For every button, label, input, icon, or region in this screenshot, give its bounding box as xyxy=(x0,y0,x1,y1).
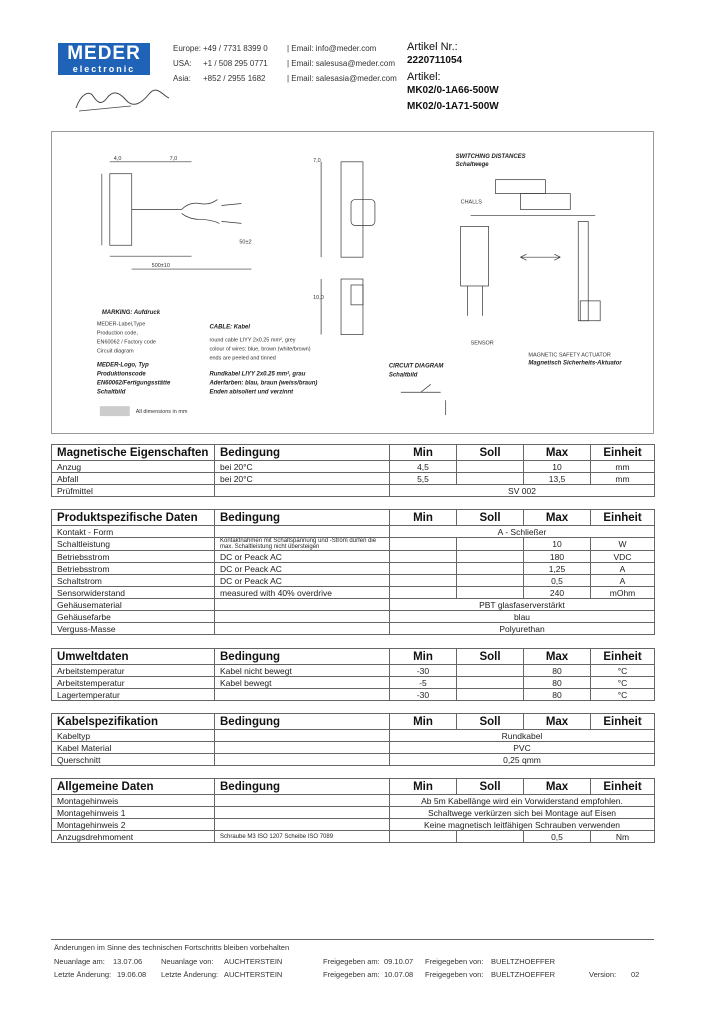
header-min: Min xyxy=(390,445,457,461)
spec-table xyxy=(51,648,655,701)
row-condition xyxy=(215,599,390,611)
header-condition: Bedingung xyxy=(215,510,390,526)
header-condition: Bedingung xyxy=(215,649,390,665)
header-unit: Einheit xyxy=(591,779,655,795)
table-header-row xyxy=(52,714,655,730)
header-soll: Soll xyxy=(457,649,524,665)
svg-text:Production code,: Production code, xyxy=(96,330,138,337)
header-min: Min xyxy=(390,779,457,795)
table-title: Magnetische Eigenschaften xyxy=(52,445,215,461)
svg-text:Aderfarben: blau, braun (weiss: Aderfarben: blau, braun (weiss/braun) xyxy=(209,380,318,387)
table-row xyxy=(52,611,655,623)
svg-text:All dimensions in mm: All dimensions in mm xyxy=(135,409,188,416)
row-span-value: A - Schließer xyxy=(390,526,655,538)
contact-row-asia: Asia: +852 / 2955 1682 | Email: salesasia@meder.com xyxy=(173,74,397,83)
row-span-value: Rundkabel xyxy=(390,730,655,742)
svg-text:7,0: 7,0 xyxy=(313,157,321,164)
table-row xyxy=(52,575,655,587)
row-min: 5,5 xyxy=(390,473,457,485)
svg-text:EN60062 / Factory code: EN60062 / Factory code xyxy=(96,339,156,346)
table-row xyxy=(52,665,655,677)
row-label: Gehäusematerial xyxy=(52,599,215,611)
table-header-row xyxy=(52,779,655,795)
row-min xyxy=(390,551,457,563)
spec-table xyxy=(51,713,655,766)
svg-text:Produktionscode: Produktionscode xyxy=(96,371,146,378)
header-max: Max xyxy=(524,714,591,730)
row-condition xyxy=(215,623,390,635)
contact-row-usa: USA: +1 / 508 295 0771 | Email: salesusa@meder.com xyxy=(173,59,396,68)
row-condition: DC or Peack AC xyxy=(215,551,390,563)
row-unit: °C xyxy=(591,665,655,677)
table-row xyxy=(52,677,655,689)
meder-logo: MEDER electronic xyxy=(58,43,150,75)
row-label: Montagehinweis xyxy=(52,795,215,807)
row-label: Abfall xyxy=(52,473,215,485)
technical-drawing xyxy=(51,131,654,434)
row-condition xyxy=(215,742,390,754)
row-condition: DC or Peack AC xyxy=(215,575,390,587)
svg-text:Rundkabel LIYY 2x0.25 mm², gra: Rundkabel LIYY 2x0.25 mm², grau xyxy=(209,371,306,378)
header-condition: Bedingung xyxy=(215,445,390,461)
row-soll xyxy=(457,461,524,473)
svg-text:Schaltbild: Schaltbild xyxy=(388,372,418,379)
marking-title: MARKING: Aufdruck xyxy=(101,309,161,316)
svg-text:4,0: 4,0 xyxy=(113,155,122,162)
header-unit: Einheit xyxy=(591,714,655,730)
row-condition xyxy=(215,611,390,623)
row-label: Sensorwiderstand xyxy=(52,587,215,599)
table-row xyxy=(52,819,655,831)
row-condition-text: Schraube M3 ISO 1207 Scheibe ISO 7089 xyxy=(220,833,334,840)
row-unit: W xyxy=(591,538,655,551)
svg-text:500±10: 500±10 xyxy=(151,263,170,270)
table-row xyxy=(52,730,655,742)
row-max: 10 xyxy=(524,538,591,551)
svg-text:Schaltwege: Schaltwege xyxy=(455,161,489,168)
row-unit: mm xyxy=(591,473,655,485)
row-condition xyxy=(215,689,390,701)
row-label: Kabel Material xyxy=(52,742,215,754)
header-condition: Bedingung xyxy=(215,779,390,795)
row-label: Betriebsstrom xyxy=(52,563,215,575)
table-row xyxy=(52,526,655,538)
row-unit: mOhm xyxy=(591,587,655,599)
row-min: -30 xyxy=(390,689,457,701)
row-soll xyxy=(457,575,524,587)
row-condition: bei 20°C xyxy=(215,461,390,473)
row-label: Lagertemperatur xyxy=(52,689,215,701)
table-header-row xyxy=(52,445,655,461)
table-row xyxy=(52,795,655,807)
svg-text:50±2: 50±2 xyxy=(239,239,252,246)
footer-divider xyxy=(51,939,654,940)
contact-row-europe: Europe: +49 / 7731 8399 0 | Email: info@meder.com xyxy=(173,44,377,53)
svg-text:Circuit diagram: Circuit diagram xyxy=(96,348,134,355)
row-span-value: Keine magnetisch leitfähigen Schrauben verwenden xyxy=(390,819,655,831)
row-max: 10 xyxy=(524,461,591,473)
row-label: Kabeltyp xyxy=(52,730,215,742)
footer-note: Änderungen im Sinne des technischen Fortschritts bleiben vorbehalten xyxy=(54,943,290,952)
spec-table xyxy=(51,444,655,497)
circuit-title: CIRCUIT DIAGRAM xyxy=(388,363,444,370)
header-max: Max xyxy=(524,445,591,461)
row-label: Gehäusefarbe xyxy=(52,611,215,623)
row-max: 13,5 xyxy=(524,473,591,485)
row-min xyxy=(390,831,457,843)
row-label: Betriebsstrom xyxy=(52,551,215,563)
table-row xyxy=(52,742,655,754)
table-row xyxy=(52,538,655,551)
sensor-label: SENSOR xyxy=(470,340,494,347)
svg-text:CHALLS: CHALLS xyxy=(460,199,482,206)
row-span-value: PBT glasfaserverstärkt xyxy=(390,599,655,611)
header-min: Min xyxy=(390,649,457,665)
row-span-value: Schaltwege verkürzen sich bei Montage auf Eisen xyxy=(390,807,655,819)
row-condition xyxy=(215,485,390,497)
row-span-value: 0,25 qmm xyxy=(390,754,655,766)
row-label: Anzug xyxy=(52,461,215,473)
spec-table xyxy=(51,509,655,635)
svg-text:7,0: 7,0 xyxy=(169,155,178,162)
table-title: Umweltdaten xyxy=(52,649,215,665)
contact-list xyxy=(173,44,397,89)
row-label: Prüfmittel xyxy=(52,485,215,497)
row-max: 80 xyxy=(524,677,591,689)
table-row xyxy=(52,473,655,485)
row-condition xyxy=(215,754,390,766)
row-unit: A xyxy=(591,563,655,575)
magnet-label: MAGNETIC SAFETY ACTUATOR xyxy=(528,352,611,359)
row-min: -5 xyxy=(390,677,457,689)
row-label: Arbeitstemperatur xyxy=(52,677,215,689)
svg-text:MEDER-Logo, Typ: MEDER-Logo, Typ xyxy=(96,362,149,369)
row-label: Schaltleistung xyxy=(52,538,215,551)
row-unit: mm xyxy=(591,461,655,473)
row-label: Kontakt - Form xyxy=(52,526,215,538)
row-label: Montagehinweis 2 xyxy=(52,819,215,831)
row-soll xyxy=(457,587,524,599)
header-unit: Einheit xyxy=(591,445,655,461)
header-unit: Einheit xyxy=(591,510,655,526)
row-condition xyxy=(215,526,390,538)
row-label: Montagehinweis 1 xyxy=(52,807,215,819)
table-row xyxy=(52,599,655,611)
table-row xyxy=(52,485,655,497)
svg-text:MEDER-Label,Type: MEDER-Label,Type xyxy=(96,321,146,328)
row-min xyxy=(390,563,457,575)
table-row xyxy=(52,689,655,701)
row-condition xyxy=(215,730,390,742)
table-header-row xyxy=(52,510,655,526)
slogan-signature xyxy=(71,84,171,114)
svg-text:Schaltbild: Schaltbild xyxy=(96,389,126,396)
header-max: Max xyxy=(524,510,591,526)
row-max: 1,25 xyxy=(524,563,591,575)
row-max: 180 xyxy=(524,551,591,563)
cable-title: CABLE: Kabel xyxy=(209,324,251,331)
row-condition xyxy=(215,819,390,831)
row-label: Schaltstrom xyxy=(52,575,215,587)
row-condition: DC or Peack AC xyxy=(215,563,390,575)
svg-text:ends are peeled and tinned: ends are peeled and tinned xyxy=(209,355,276,362)
row-unit: °C xyxy=(591,689,655,701)
table-row xyxy=(52,807,655,819)
header-min: Min xyxy=(390,714,457,730)
row-condition xyxy=(215,807,390,819)
row-condition: Kabel nicht bewegt xyxy=(215,665,390,677)
svg-text:SWITCHING DISTANCES: SWITCHING DISTANCES xyxy=(455,153,526,160)
row-soll xyxy=(457,665,524,677)
row-unit: °C xyxy=(591,677,655,689)
row-span-value: Polyurethan xyxy=(390,623,655,635)
row-soll xyxy=(457,831,524,843)
row-label: Querschnitt xyxy=(52,754,215,766)
article-name-1: MK02/0-1A66-500W xyxy=(407,85,499,96)
header-soll: Soll xyxy=(457,779,524,795)
header-soll: Soll xyxy=(457,510,524,526)
table-row xyxy=(52,563,655,575)
row-max: 80 xyxy=(524,665,591,677)
row-condition: measured with 40% overdrive xyxy=(215,587,390,599)
row-unit: Nm xyxy=(591,831,655,843)
row-condition: bei 20°C xyxy=(215,473,390,485)
row-min xyxy=(390,575,457,587)
row-condition xyxy=(215,538,390,551)
table-row xyxy=(52,461,655,473)
spec-table xyxy=(51,778,655,843)
row-condition xyxy=(215,831,390,843)
row-soll xyxy=(457,551,524,563)
row-condition-text: Kontaktnahmen mit Schaltspannung und -Strom dürfen die max. Schaltleistung nicht übersteigen xyxy=(220,538,377,550)
table-row xyxy=(52,587,655,599)
svg-text:Enden abisoliert und verzinnt: Enden abisoliert und verzinnt xyxy=(209,389,294,396)
row-max: 0,5 xyxy=(524,831,591,843)
header-soll: Soll xyxy=(457,445,524,461)
table-title: Kabelspezifikation xyxy=(52,714,215,730)
document-header xyxy=(51,38,654,123)
row-min xyxy=(390,538,457,551)
table-row xyxy=(52,623,655,635)
row-max: 0,5 xyxy=(524,575,591,587)
row-condition xyxy=(215,795,390,807)
table-row xyxy=(52,754,655,766)
row-unit: VDC xyxy=(591,551,655,563)
article-number: 2220711054 xyxy=(407,55,463,66)
row-soll xyxy=(457,563,524,575)
row-max: 240 xyxy=(524,587,591,599)
header-soll: Soll xyxy=(457,714,524,730)
table-header-row xyxy=(52,649,655,665)
table-row xyxy=(52,551,655,563)
svg-text:Magnetisch Sicherheits-Aktuato: Magnetisch Sicherheits-Aktuator xyxy=(528,360,622,367)
row-min: 4,5 xyxy=(390,461,457,473)
row-soll xyxy=(457,689,524,701)
row-soll xyxy=(457,677,524,689)
row-span-value: PVC xyxy=(390,742,655,754)
svg-text:EN60062/Fertigungsstätte: EN60062/Fertigungsstätte xyxy=(96,380,171,387)
header-unit: Einheit xyxy=(591,649,655,665)
row-condition: Kabel bewegt xyxy=(215,677,390,689)
row-label: Verguss-Masse xyxy=(52,623,215,635)
row-min xyxy=(390,587,457,599)
row-min: -30 xyxy=(390,665,457,677)
row-label: Anzugsdrehmoment xyxy=(52,831,215,843)
row-span-value: blau xyxy=(390,611,655,623)
row-label: Arbeitstemperatur xyxy=(52,665,215,677)
row-span-value: SV 002 xyxy=(390,485,655,497)
svg-text:10,0: 10,0 xyxy=(313,294,324,301)
svg-text:round cable LIYY 2x0.25 mm², g: round cable LIYY 2x0.25 mm², grey xyxy=(209,337,296,344)
article-info: Artikel Nr.: 2220711054 Artikel: MK02/0-1A66-500W MK02/0-1A71-500W xyxy=(407,41,499,112)
table-row xyxy=(52,831,655,843)
header-max: Max xyxy=(524,649,591,665)
svg-text:colour of wires: blue, brown (: colour of wires: blue, brown (white/brown) xyxy=(209,346,311,353)
header-condition: Bedingung xyxy=(215,714,390,730)
row-unit: A xyxy=(591,575,655,587)
row-max: 80 xyxy=(524,689,591,701)
table-title: Allgemeine Daten xyxy=(52,779,215,795)
row-soll xyxy=(457,473,524,485)
row-span-value: Ab 5m Kabellänge wird ein Vorwiderstand empfohlen. xyxy=(390,795,655,807)
header-max: Max xyxy=(524,779,591,795)
table-title: Produktspezifische Daten xyxy=(52,510,215,526)
row-soll xyxy=(457,538,524,551)
header-min: Min xyxy=(390,510,457,526)
article-name-2: MK02/0-1A71-500W xyxy=(407,101,499,112)
